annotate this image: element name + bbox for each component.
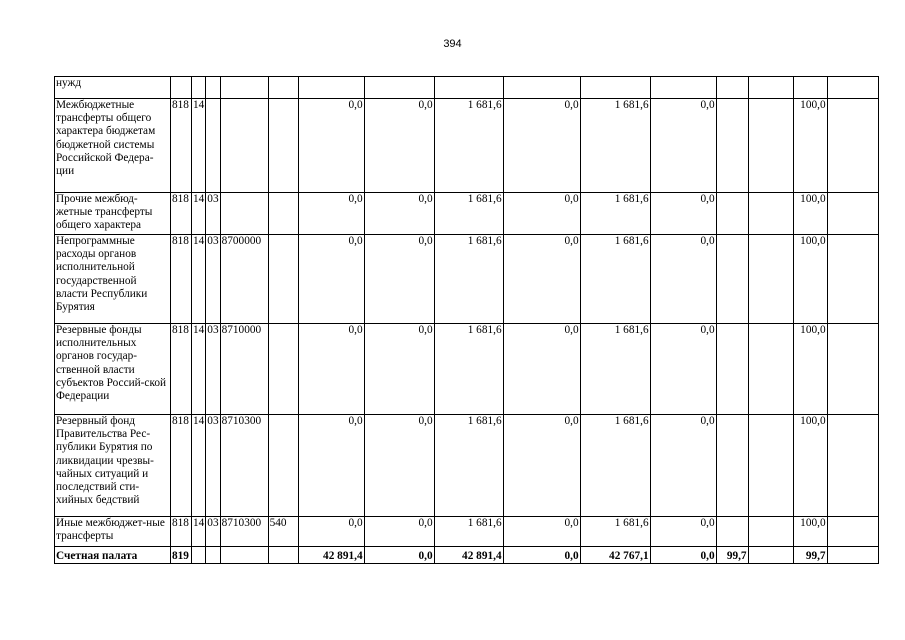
percent-cell [748,517,793,547]
target-code-cell: 8710300 [220,517,268,547]
target-code-cell [220,193,268,235]
section-code-cell: 14 [192,99,206,193]
admin-code-cell: 818 [171,415,192,517]
percent-cell [748,193,793,235]
amount-cell: 1 681,6 [580,415,650,517]
amount-cell: 0,0 [364,235,434,324]
amount-cell: 1 681,6 [580,99,650,193]
amount-cell: 0,0 [298,235,364,324]
percent-cell [748,415,793,517]
percent-cell [716,324,748,415]
table-row [55,99,879,193]
percent-cell [827,99,878,193]
amount-cell: 1 681,6 [434,517,503,547]
target-code-cell: 8700000 [220,235,268,324]
amount-cell: 1 681,6 [580,235,650,324]
total-name-cell: Счетная палата [55,547,171,564]
expense-type-cell [268,415,298,517]
amount-cell: 42 891,4 [434,547,503,564]
empty-code-cell [192,547,206,564]
amount-cell: 1 681,6 [580,324,650,415]
percent-cell: 99,7 [716,547,748,564]
amount-cell: 0,0 [298,415,364,517]
amount-cell: 1 681,6 [580,193,650,235]
section-code-cell: 14 [192,415,206,517]
amount-cell: 42 891,4 [298,547,364,564]
percent-cell: 100,0 [793,415,827,517]
row-name-cell: нужд [55,77,171,99]
amount-cell: 0,0 [364,193,434,235]
percent-cell [827,517,878,547]
page-number: 394 [443,38,462,50]
percent-cell: 100,0 [793,324,827,415]
target-code-cell [220,99,268,193]
expense-type-cell: 540 [268,517,298,547]
row-name-cell: Иные межбюджет-ные трансферты [55,517,171,547]
subsection-code-cell: 03 [206,235,220,324]
amount-cell: 1 681,6 [434,324,503,415]
amount-cell: 1 681,6 [580,517,650,547]
row-name-cell: Резервные фонды исполнительных органов государ-ственной власти субъектов Россий-ской Федерации [55,324,171,415]
admin-code-cell: 818 [171,235,192,324]
percent-cell [748,547,793,564]
percent-cell: 100,0 [793,517,827,547]
target-code-cell: 8710000 [220,324,268,415]
expense-type-cell [268,235,298,324]
amount-cell: 0,0 [503,99,580,193]
amount-cell: 1 681,6 [434,99,503,193]
empty-code-cell [220,547,268,564]
amount-cell: 0,0 [503,547,580,564]
percent-cell [748,235,793,324]
amount-cell: 0,0 [298,193,364,235]
amount-cell: 0,0 [650,415,716,517]
empty-code-cell [206,547,220,564]
percent-cell [716,193,748,235]
table-row [55,324,879,415]
row-name-cell: Непрограммные расходы органов исполнительной государственной власти Республики Бурятия [55,235,171,324]
expense-type-cell [268,324,298,415]
amount-cell: 0,0 [650,324,716,415]
amount-cell: 0,0 [298,324,364,415]
percent-cell [716,99,748,193]
section-code-cell: 14 [192,324,206,415]
amount-cell: 0,0 [503,193,580,235]
section-code-cell: 14 [192,235,206,324]
admin-code-cell: 818 [171,324,192,415]
subsection-code-cell: 03 [206,415,220,517]
row-name-cell: Межбюджетные трансферты общего характера бюджетам бюджетной системы Российской Федера-ции [55,99,171,193]
admin-code-cell: 819 [171,547,192,564]
amount-cell: 0,0 [650,193,716,235]
subsection-code-cell [206,99,220,193]
admin-code-cell: 818 [171,99,192,193]
percent-cell [716,517,748,547]
percent-cell: 100,0 [793,235,827,324]
table-row [55,235,879,324]
amount-cell: 0,0 [364,415,434,517]
percent-cell [827,324,878,415]
table-row [55,193,879,235]
expense-type-cell [268,193,298,235]
percent-cell [827,547,878,564]
amount-cell: 0,0 [650,235,716,324]
subsection-code-cell: 03 [206,324,220,415]
empty-code-cell [268,547,298,564]
subsection-code-cell: 03 [206,517,220,547]
amount-cell: 1 681,6 [434,235,503,324]
percent-cell [716,235,748,324]
amount-cell: 1 681,6 [434,193,503,235]
row-name-cell: Резервный фонд Правительства Рес-публики Бурятия по ликвидации чрезвы-чайных ситуаций и последствий сти-хийных бедствий [55,415,171,517]
percent-cell [716,415,748,517]
amount-cell: 0,0 [650,99,716,193]
percent-cell [827,415,878,517]
percent-cell: 99,7 [793,547,827,564]
table-row-total [55,547,879,564]
budget-execution-table [54,76,879,564]
expense-type-cell [268,99,298,193]
table-row [55,517,879,547]
amount-cell: 0,0 [650,517,716,547]
amount-cell: 0,0 [364,99,434,193]
amount-cell: 0,0 [364,517,434,547]
row-name-cell: Прочие межбюд-жетные трансферты общего характера [55,193,171,235]
percent-cell [827,235,878,324]
amount-cell: 0,0 [650,547,716,564]
amount-cell: 0,0 [503,415,580,517]
percent-cell: 100,0 [793,193,827,235]
admin-code-cell: 818 [171,193,192,235]
amount-cell: 0,0 [503,324,580,415]
amount-cell: 0,0 [503,517,580,547]
target-code-cell: 8710300 [220,415,268,517]
amount-cell: 0,0 [364,324,434,415]
percent-cell: 100,0 [793,99,827,193]
section-code-cell: 14 [192,193,206,235]
amount-cell: 1 681,6 [434,415,503,517]
subsection-code-cell: 03 [206,193,220,235]
section-code-cell: 14 [192,517,206,547]
percent-cell [748,99,793,193]
percent-cell [748,324,793,415]
amount-cell: 0,0 [364,547,434,564]
amount-cell: 0,0 [298,99,364,193]
amount-cell: 0,0 [298,517,364,547]
admin-code-cell: 818 [171,517,192,547]
amount-cell: 42 767,1 [580,547,650,564]
percent-cell [827,193,878,235]
amount-cell: 0,0 [503,235,580,324]
table-row-continuation [55,77,879,99]
table-row [55,415,879,517]
